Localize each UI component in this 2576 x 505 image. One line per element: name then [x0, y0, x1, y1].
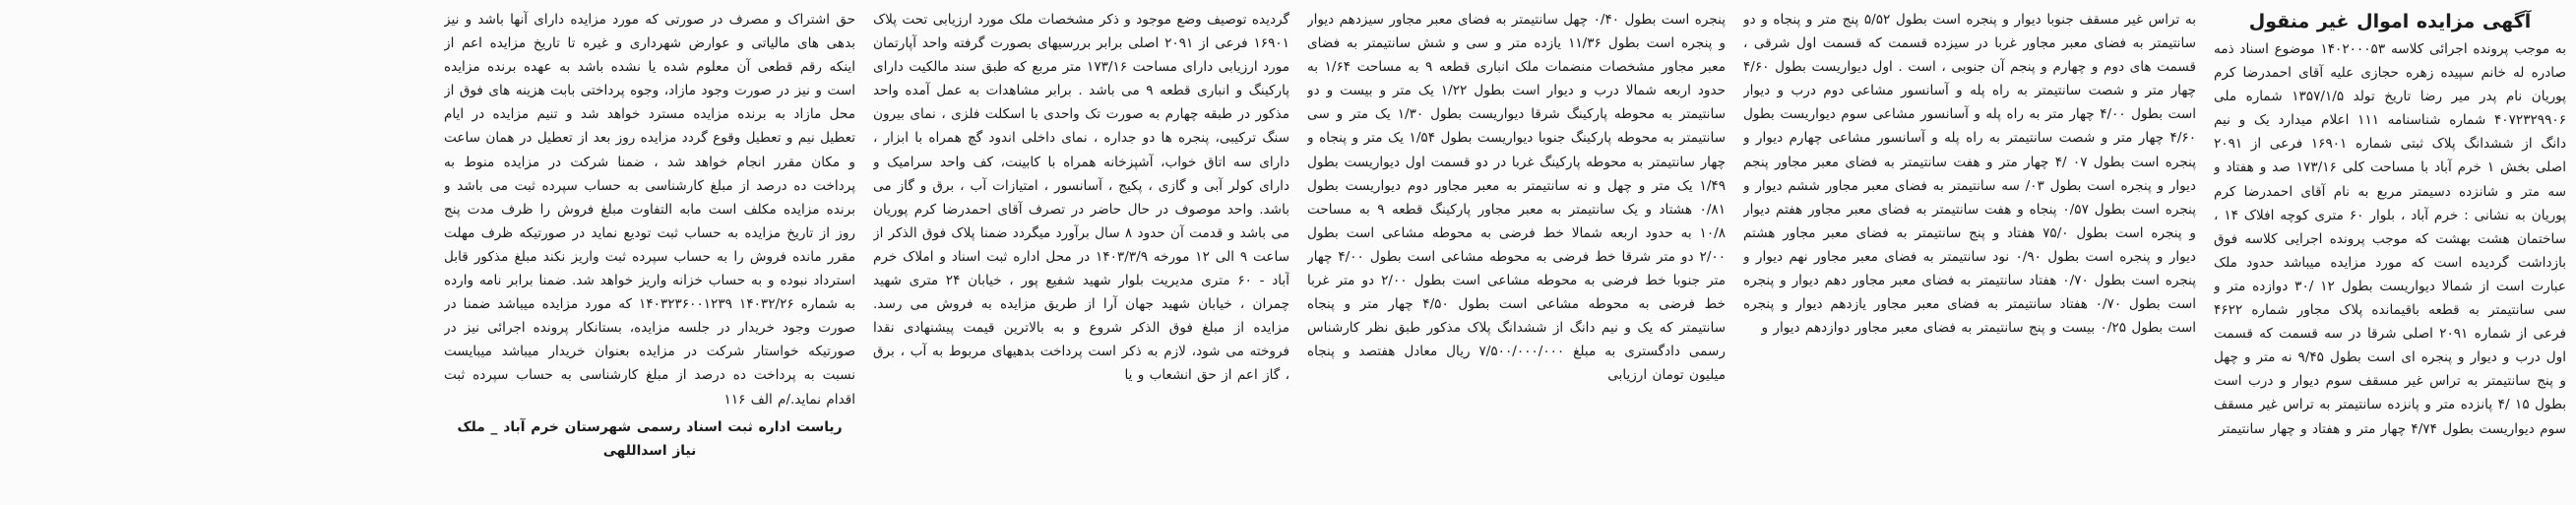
notice-signature: ریاست اداره ثبت اسناد رسمی شهرستان خرم آباد _ ملک نیاز اسداللهی — [457, 418, 843, 459]
notice-column-5 — [444, 8, 855, 499]
notice-column-3: پنجره است بطول ۰/۴۰ چهل سانتیمتر به فضای معبر مجاور سیزدهم دیوار و پنجره است بطول ۱۱/۳۶ یازده متر و سی و شش سانتیمتر به فضای معبر مجاور مشخصات منضمات ملک انباری قطعه ۹ به مساحت ۱/۶۴ به حدود اربعه شمالا درب و دیوار است بطول ۱/۲۲ یک متر و بیست و دو سانتیمتر به محوطه پارکینگ شرقا دیواریست بطول ۱/۳۰ یک متر و سی سانتیمتر به محوطه پارکینگ جنوبا دیواریست بطول ۱/۵۴ یک متر و پنجاه و چهار سانتیمتر به محوطه پارکینگ غربا در دو قسمت اول دیواریست بطول ۱/۴۹ یک متر و چهل و نه سانتیمتر به معبر مجاور دوم دیواریست بطول ۰/۸۱ هشتاد و یک سانتیمتر به معبر مجاور پارکینگ قطعه ۹ به مساحت ۱۰/۸ به حدود اربعه شمالا خط فرضی به محوطه مشاعی است بطول ۲/۰۰ دو متر شرقا خط فرضی به محوطه مشاعی است بطول ۴/۰۰ چهار متر جنوبا خط فرضی به محوطه مشاعی است بطول ۲/۰۰ دو متر غربا خط فرضی به محوطه مشاعی است بطول ۴/۵۰ چهار متر و پنجاه سانتیمتر که یک و نیم دانگ از ششدانگ پلاک مذکور طبق نظر کارشناس رسمی دادگستری به مبلغ ۷/۵۰۰/۰۰۰/۰۰۰ ریال معادل هفتصد و پنجاه میلیون تومان ارزیابی — [1307, 12, 1726, 384]
notice-column-4: گردیده توصیف وضع موجود و ذکر مشخصات ملک مورد ارزیابی تحت پلاک ۱۶۹۰۱ فرعی از ۲۰۹۱ اصلی برابر بررسیهای بصورت گرفته واحد آپارتمان مورد ارزیابی دارای مساحت ۱۷۳/۱۶ متر مربع که طبق سند مالکیت دارای پارکینگ و انباری قطعه ۹ می باشد . برابر مشاهدات به عمل آمده واحد مذکور در طبقه چهارم به صورت تک واحدی با اسکلت فلزی ، نمای بیرون سنگ ترکیبی، پنجره ها دو جداره ، نمای داخلی اندود گچ همراه با ابزار ، دارای سه اتاق خواب، آشپزخانه همراه با کابینت، کف واحد سرامیک و دارای کولر آبی و گازی ، پکیج ، آسانسور ، امتیازات آب ، برق و گاز می باشد. واحد موصوف در حال حاضر در تصرف آقای احمدرضا کرم پوریان می باشد و قدمت آن حدود ۸ سال برآورد میگردد ضمنا پلاک فوق الذکر از ساعت ۹ الی ۱۲ مورخه ۱۴۰۳/۳/۹ در محل اداره ثبت اسناد و املاک خرم آباد - ۶۰ متری مدیریت بلوار شهید شفیع پور ، خیابان ۲۴ متری شهید چمران ، خیابان شهید جهان آرا از طریق مزایده به فروش می رسد. مزایده از مبلغ فوق الذکر شروع و به بالاترین قیمت پیشنهادی نقدا فروخته می شود، لازم به ذکر است پرداخت بدهیهای مربوط به آب ، برق ، گاز اعم از حق انشعاب و یا — [873, 12, 1289, 384]
notice-column-1 — [2214, 8, 2566, 499]
notice-column-1-text: به موجب پرونده اجرائی کلاسه ۱۴۰۲۰۰۰۵۳ موضوع اسناد ذمه صادره له خانم سپیده زهره حجازی علیه آقای احمدرضا کرم پوریان نام پدر میر رضا تاریخ تولد ۱۳۵۷/۱/۵ شماره ملی ۴۰۷۲۳۲۹۹۰۶ شماره شناسنامه ۱۱۱ اعلام میدارد یک و نیم دانگ از ششدانگ پلاک ثبتی شماره ۱۶۹۰۱ فرعی از ۲۰۹۱ اصلی بخش ۱ خرم آباد با مساحت کلی ۱۷۳/۱۶ صد و هفتاد و سه متر و شانزده دسیمتر مربع به نام آقای احمدرضا کرم پوریان به نشانی : خرم آباد ، بلوار ۶۰ متری کوچه افلاک ۱۴ ، ساختمان هشت بهشت که موجب پرونده اجرایی کلاسه فوق بازداشت گردیده است که مورد مزایده میباشد حدود ملک عبارت است از شمالا دیواریست بطول ۱۲ /۳۰ دوازده متر و سی سانتیمتر به قطعه باقیمانده پلاک مجاور شماره ۴۶۲۲ فرعی از شماره ۲۰۹۱ اصلی شرقا در سه قسمت که قسمت اول درب و دیوار و پنجره ای است بطول ۹/۴۵ نه متر و چهل و پنج سانتیمتر به تراس غیر مسقف سوم دیوار و درب است بطول ۱۵ /۴ پانزده متر و پانزده سانتیمتر به تراس غیر مسقف سوم دیواریست بطول ۴/۷۴ چهار متر و هفتاد و چهار سانتیمتر — [2214, 41, 2566, 437]
notice-column-2: به تراس غیر مسقف جنوبا دیوار و پنجره است بطول ۵/۵۲ پنج متر و پنجاه و دو سانتیمتر به فضای معبر مجاور غربا در سیزده قسمت که قسمت اول شرقی ، قسمت های دوم و چهارم و پنجم آن جنوبی ، است . اول دیواریست بطول ۴/۶۰ چهار متر و شصت سانتیمتر به راه پله و آسانسور مشاعی دوم درب و دیوار است بطول ۴/۰۰ چهار متر به راه پله و آسانسور مشاعی سوم دیواریست بطول ۴/۶۰ چهار متر و شصت سانتیمتر به راه پله و آسانسور مشاعی چهارم دیوار و پنجره است بطول ۰۷ /۴ چهار متر و هفت سانتیمتر به فضای معبر مجاور پنجم دیوار و پنجره است بطول ۰۳/ سه سانتیمتر به فضای معبر مجاور ششم دیوار و پنجره است بطول ۰/۵۷ پنجاه و هفت سانتیمتر به فضای معبر مجاور هفتم دیوار و پنجره است بطول ۷۵/۰ هفتاد و پنج سانتیمتر به فضای معبر مجاور هشتم دیوار و پنجره است بطول ۰/۹۰ نود سانتیمتر به فضای معبر مجاور نهم دیوار و پنجره است بطول ۰/۷۰ هفتاد سانتیمتر به فضای معبر مجاور دهم دیوار و پنجره است بطول ۰/۷۰ هفتاد سانتیمتر به فضای معبر مجاور یازدهم دیوار و پنجره است بطول ۰/۲۵ بیست و پنج سانتیمتر به فضای معبر مجاور دوازدهم دیوار و — [1743, 12, 2196, 337]
notice-title: آگهی مزایده اموال غیر منقول — [2248, 11, 2532, 32]
notice-column-5-text: حق اشتراک و مصرف در صورتی که مورد مزایده دارای آنها باشد و نیز بدهی های مالیاتی و عوارض شهرداری و غیره تا تاریخ مزایده اعم از اینکه رقم قطعی آن معلوم شده یا نشده باشد به عهده برنده مزایده است و نیز در صورت وجود مازاد، وجوه پرداختی بابت هزینه های فوق از محل مازاد به برنده مزایده مسترد خواهد شد و تنیم مزایده در ایام تعطیل نیم و تعطیل وقوع گردد مزایده روز بعد از تعطیل در همان ساعت و مکان مقرر انجام خواهد شد ، ضمنا شرکت در مزایده منوط به پرداخت ده درصد از مبلغ کارشناسی به حساب سپرده ثبت می باشد و برنده مزایده مکلف است مابه التفاوت مبلغ فروش را ظرف مدت پنج روز از تاریخ مزایده به حساب ثبت تودیع نماید در صورتیکه ظرف مهلت مقرر مانده فروش را به حساب سپرده ثبت واریز نکند مبلغ مذکور قابل استرداد نبوده و به حساب خزانه واریز خواهد شد. ضمنا برابر نامه وارده به شماره ۱۴۰۳۲/۲۶ ۱۴۰۳۲۳۶۰۰۱۲۳۹ که مورد مزایده میباشد ضمنا در صورت وجود خریدار در جلسه مزایده، بستانکار پرونده اجرائی نیز در صورتیکه خواستار شرکت در مزایده بعنوان خریدار میباشد میبایست نسبت به پرداخت ده درصد از مبلغ کارشناسی به حساب سپرده ثبت اقدام نماید./م الف ۱۱۶ — [444, 12, 855, 408]
